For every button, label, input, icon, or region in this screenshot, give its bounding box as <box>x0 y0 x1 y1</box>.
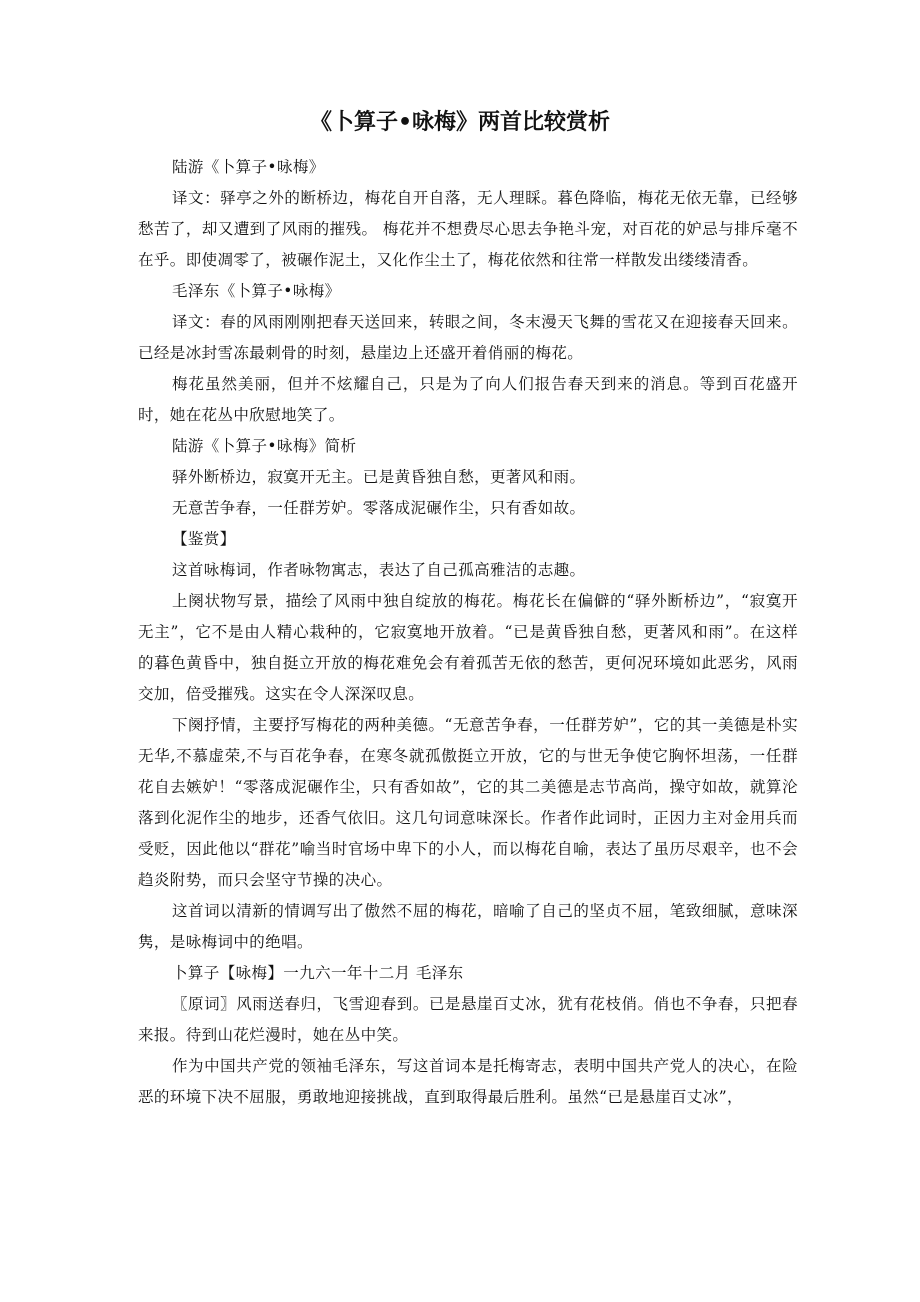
page-title: 《卜算子•咏梅》两首比较赏析 <box>309 110 611 135</box>
paragraph: 作为中国共产党的领袖毛泽东，写这首词本是托梅寄志，表明中国共产党人的决心，在险恶的环境下决不屈服，勇敢地迎接挑战，直到取得最后胜利。虽然“已是悬崖百丈冰”， <box>138 1057 798 1106</box>
section-heading-luyou-analysis: 陆游《卜算子•咏梅》简析 <box>172 437 357 455</box>
paragraph: 这首词以清新的情调写出了傲然不屈的梅花，暗喻了自己的坚贞不屈，笔致细腻，意味深隽，是咏梅词中的绝唱。 <box>138 902 798 951</box>
paragraph: 这首咏梅词，作者咏物寓志，表达了自己孤高雅洁的志趣。 <box>172 561 586 579</box>
poem-line: 驿外断桥边，寂寞开无主。已是黄昏独自愁，更著风和雨。 <box>172 468 586 486</box>
paragraph: 下阕抒情，主要抒写梅花的两种美德。“无意苦争春，一任群芳妒”，它的其一美德是朴实无华,不慕虚荣,不与百花争春，在寒冬就孤傲挺立开放，它的与世无争使它胸怀坦荡，一任群花自去嫉妒！“零落成泥碾作尘，只有香如故”，它的其二美德是志节高尚，操守如故，就算沦落到化泥作尘的地步，还香气依旧。这几句词意味深长。作者作此词时，正因力主对金用兵而受贬，因此他以“群花”喻当时官场中卑下的小人，而以梅花自喻，表达了虽历尽艰辛，也不会趋炎附势，而只会坚守节操的决心。 <box>138 716 798 889</box>
section-heading-mao-poem: 卜算子【咏梅】一九六一年十二月 毛泽东 <box>172 964 464 982</box>
paragraph-luyou-translation: 译文：驿亭之外的断桥边，梅花自开自落，无人理睬。暮色降临，梅花无依无靠，已经够愁苦了，却又遭到了风雨的摧残。 梅花并不想费尽心思去争艳斗宠，对百花的妒忌与排斥毫不在乎。即使凋零了，被碾作泥土，又化作尘土了，梅花依然和往常一样散发出缕缕清香。 <box>138 189 798 269</box>
paragraph-mao-translation-cont: 梅花虽然美丽，但并不炫耀自己，只是为了向人们报告春天到来的消息。等到百花盛开时，她在花丛中欣慰地笑了。 <box>138 375 798 424</box>
poem-line: 无意苦争春，一任群芳妒。零落成泥碾作尘，只有香如故。 <box>172 499 586 517</box>
paragraph: 上阕状物写景，描绘了风雨中独自绽放的梅花。梅花长在偏僻的“驿外断桥边”，“寂寞开无主”，它不是由人精心栽种的，它寂寞地开放着。“已是黄昏独自愁，更著风和雨”。在这样的暮色黄昏中，独自挺立开放的梅花难免会有着孤苦无依的愁苦，更何况环境如此恶劣，风雨交加，倍受摧残。这实在令人深深叹息。 <box>138 592 798 703</box>
section-heading-luyou: 陆游《卜算子•咏梅》 <box>172 158 325 176</box>
document-body <box>138 152 798 1113</box>
section-heading-maozedong: 毛泽东《卜算子•咏梅》 <box>172 282 341 300</box>
paragraph-original-poem: 〖原词〗风雨送春归，飞雪迎春到。已是悬崖百丈冰，犹有花枝俏。俏也不争春，只把春来报。待到山花烂漫时，她在丛中笑。 <box>138 995 798 1044</box>
paragraph-mao-translation: 译文：春的风雨刚刚把春天送回来，转眼之间，冬末漫天飞舞的雪花又在迎接春天回来。已经是冰封雪冻最刺骨的时刻，悬崖边上还盛开着俏丽的梅花。 <box>138 313 798 362</box>
section-heading-appreciation: 【鉴赏】 <box>172 530 236 548</box>
